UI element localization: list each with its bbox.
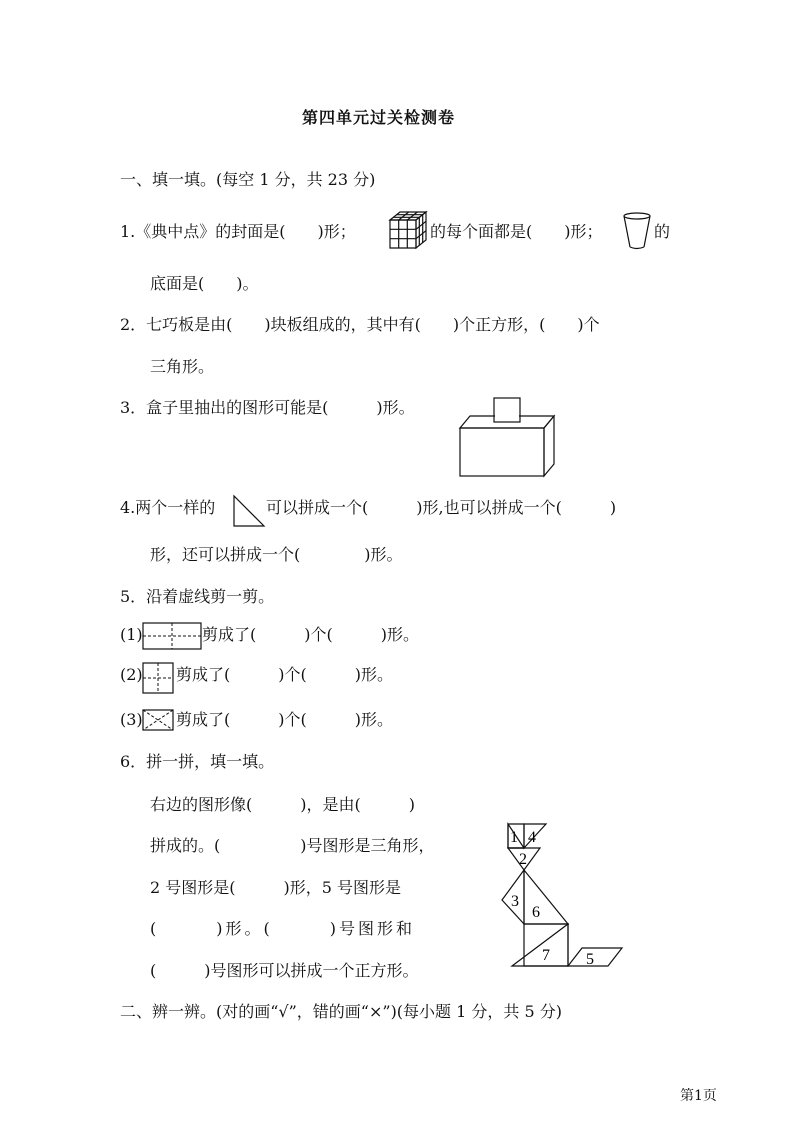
cup-icon <box>622 212 652 250</box>
q4-line2: 形，还可以拼成一个( )形。 <box>150 545 403 564</box>
q5-item-2-num: (2) <box>120 665 143 684</box>
q5-item-3-num: (3) <box>120 710 143 729</box>
section-2-heading: 二、辨一辨。(对的画“√”，错的画“×”)(每小题 1 分，共 5 分) <box>120 1002 562 1021</box>
tangram-cat-figure <box>498 820 628 970</box>
q6-title: 6．拼一拼，填一填。 <box>120 752 275 771</box>
page-number: 第1页 <box>680 1088 717 1104</box>
q6-line-3: 2 号图形是( )形，5 号图形是 <box>150 878 402 897</box>
q5-item-3-text: 剪成了( )个( )形。 <box>176 710 393 729</box>
q5-text: 5．沿着虚线剪一剪。 <box>120 587 275 606</box>
rubiks-cube-icon <box>388 210 428 250</box>
page-title: 第四单元过关检测卷 <box>302 108 456 127</box>
tangram-label-7: 7 <box>542 947 550 964</box>
q1-line2: 底面是( )。 <box>150 274 259 293</box>
q3-text: 3．盒子里抽出的图形可能是( )形。 <box>120 398 415 417</box>
cut-rectangle-1 <box>142 622 202 650</box>
q1-part3: 的 <box>654 222 671 241</box>
section-1-heading: 一、填一填。(每空 1 分，共 23 分) <box>120 170 376 189</box>
tangram-label-3: 3 <box>511 893 519 910</box>
q1-part2: 的每个面都是( )形； <box>430 222 603 241</box>
tangram-label-2: 2 <box>519 851 527 868</box>
q5-item-2-text: 剪成了( )个( )形。 <box>176 665 393 684</box>
tangram-label-5: 5 <box>586 951 594 968</box>
q5-item-1-num: (1) <box>120 625 143 644</box>
q2-line1: 2．七巧板是由( )块板组成的，其中有( )个正方形，( )个 <box>120 315 600 334</box>
q5-item-1-text: 剪成了( )个( )形。 <box>202 625 419 644</box>
q4-part2: 可以拼成一个( )形,也可以拼成一个( ) <box>266 498 617 517</box>
tangram-label-6: 6 <box>532 904 540 921</box>
q6-line-4: ( )形。( )号图形和 <box>150 919 415 938</box>
cut-rectangle-3 <box>142 709 174 731</box>
q4-part1: 4.两个一样的 <box>120 498 216 517</box>
tangram-label-4: 4 <box>528 829 536 846</box>
q2-line2: 三角形。 <box>150 357 215 376</box>
right-triangle-icon <box>232 494 266 528</box>
tangram-label-1: 1 <box>510 829 518 846</box>
box-figure <box>458 396 558 486</box>
cut-square-2 <box>142 662 174 694</box>
q6-line-2: 拼成的。( )号图形是三角形， <box>150 836 435 855</box>
q1-part1: 1.《典中点》的封面是( )形； <box>120 222 356 241</box>
q6-line-1: 右边的图形像( )，是由( ) <box>150 795 415 814</box>
q6-line-5: ( )号图形可以拼成一个正方形。 <box>150 961 419 980</box>
